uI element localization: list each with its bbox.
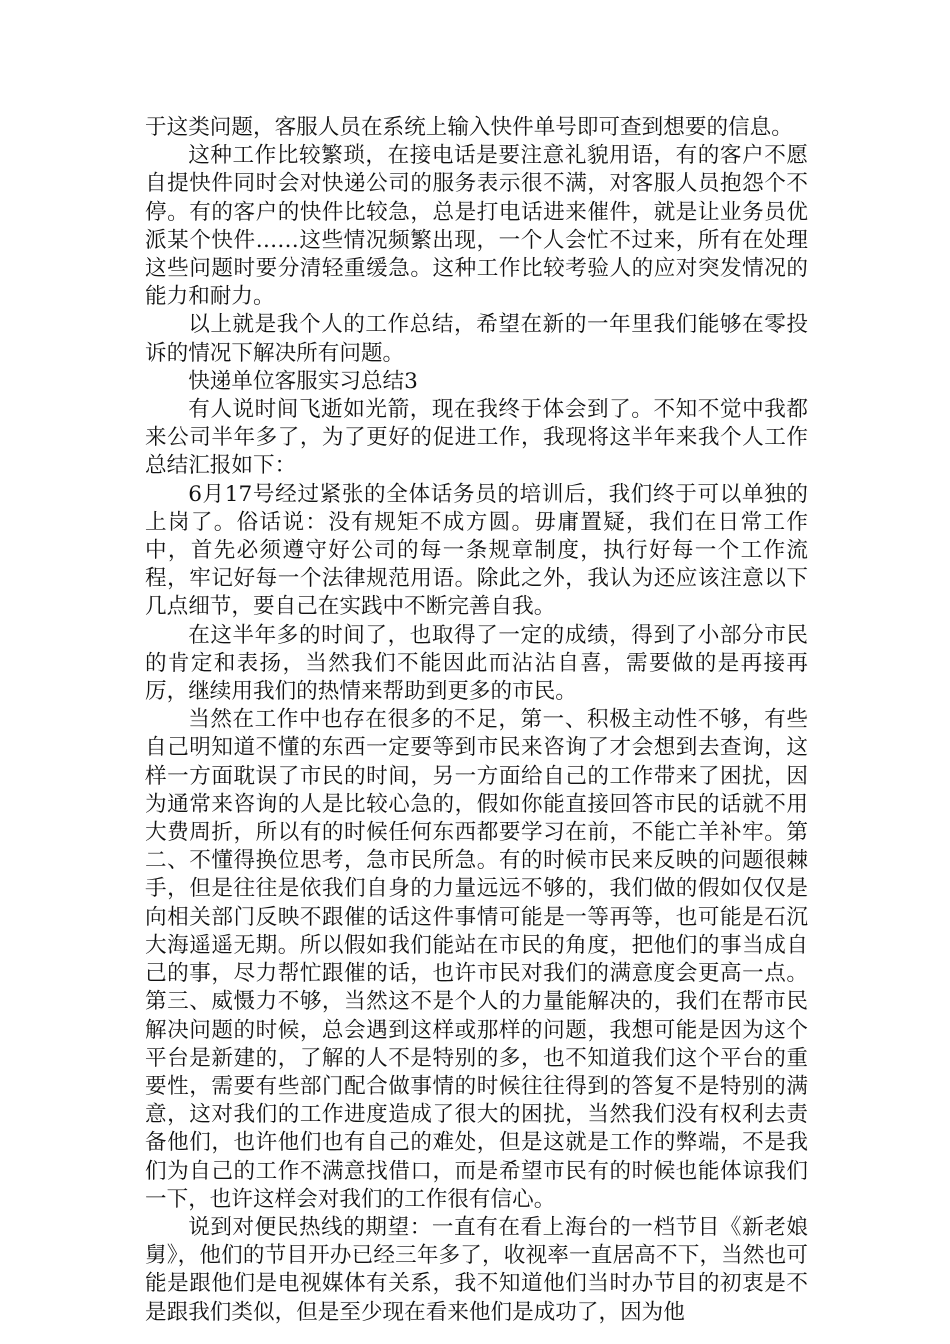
section-heading: 快递单位客服实习总结3 [188,368,418,394]
paragraph-2: 这种工作比较繁琐，在接电话是要注意礼貌用语，有的客户不愿自提快件同时会对快递公司的服务表示很不满，对客服人员抱怨个不停。有的客户的快件比较急，总是打电话进来催件，就是让业务员优派某个快件……这些情况频繁出现，一个人会忙不过来，所有在处理这些问题时要分清轻重缓急。这种工作比较考验人的应对突发情况的能力和耐力。 [145,143,808,310]
document-page [145,114,808,1327]
paragraph-6: 6月17号经过紧张的全体话务员的培训后，我们终于可以单独的上岗了。俗话说：没有规矩不成方圆。毋庸置疑，我们在日常工作中，首先必须遵守好公司的每一条规章制度，执行好每一个工作流程，牢记好每一个法律规范用语。除此之外，我认为还应该注意以下几点细节，要自己在实践中不断完善自我。 [145,481,808,620]
paragraph-7: 在这半年多的时间了，也取得了一定的成绩，得到了小部分市民的肯定和表扬，当然我们不能因此而沾沾自喜，需要做的是再接再厉，继续用我们的热情来帮助到更多的市民。 [145,622,808,705]
paragraph-1: 于这类问题，客服人员在系统上输入快件单号即可查到想要的信息。 [145,115,793,140]
paragraph-9: 说到对便民热线的期望：一直有在看上海台的一档节目《新老娘舅》，他们的节目开办已经三年多了，收视率一直居高不下，当然也可能是跟他们是电视媒体有关系，我不知道他们当时办节目的初衷是不是跟我们类似，但是至少现在看来他们是成功了，因为他 [145,1214,808,1325]
paragraph-8: 当然在工作中也存在很多的不足，第一、积极主动性不够，有些自己明知道不懂的东西一定要等到市民来咨询了才会想到去查询，这样一方面耽误了市民的时间，另一方面给自己的工作带来了困扰，因为通常来咨询的人是比较心急的，假如你能直接回答市民的话就不用大费周折，所以有的时候任何东西都要学习在前，不能亡羊补牢。第二、不懂得换位思考，急市民所急。有的时候市民来反映的问题很棘手，但是往往是依我们自身的力量远远不够的，我们做的假如仅仅是向相关部门反映不跟催的话这件事情可能是一等再等，也可能是石沉大海遥遥无期。所以假如我们能站在市民的角度，把他们的事当成自己的事，尽力帮忙跟催的话，也许市民对我们的满意度会更高一点。第三、威慑力不够，当然这不是个人的力量能解决的，我们在帮市民解决问题的时候，总会遇到这样或那样的问题，我想可能是因为这个平台是新建的，了解的人不是特别的多，也不知道我们这个平台的重要性，需要有些部门配合做事情的时候往往得到的答复不是特别的满意，这对我们的工作进度造成了很大的困扰，当然我们没有权利去责备他们，也许他们也有自己的难处，但是这就是工作的弊端，不是我们为自己的工作不满意找借口，而是希望市民有的时候也能体谅我们一下，也许这样会对我们的工作很有信心。 [145,707,808,1212]
paragraph-3: 以上就是我个人的工作总结，希望在新的一年里我们能够在零投诉的情况下解决所有问题。 [145,312,808,366]
paragraph-5: 有人说时间飞逝如光箭，现在我终于体会到了。不知不觉中我都来公司半年多了，为了更好的促进工作，我现将这半年来我个人工作总结汇报如下： [145,397,808,479]
